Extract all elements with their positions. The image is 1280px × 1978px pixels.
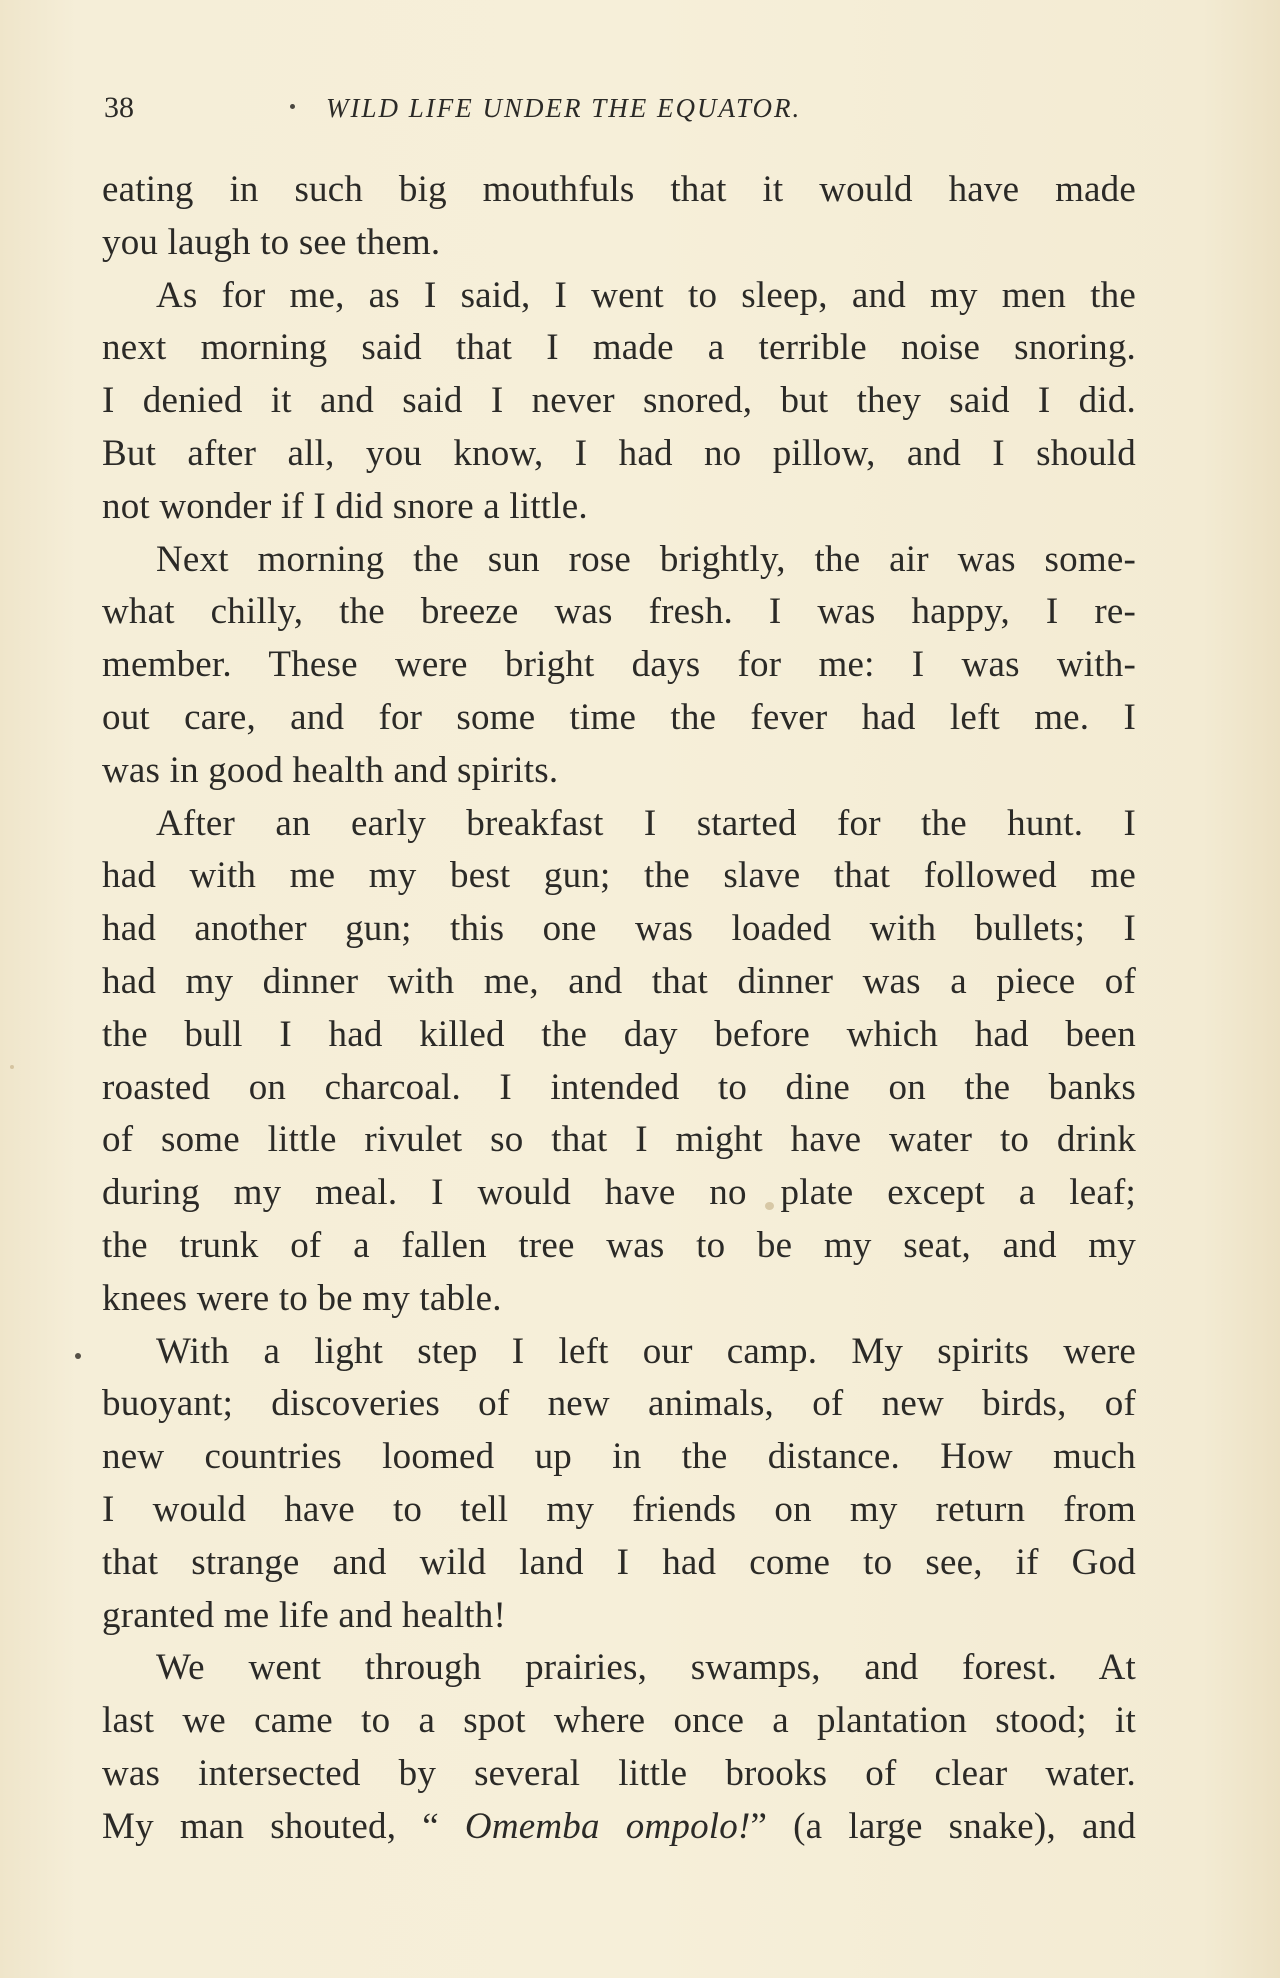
text-line: With a light step I left our camp. My spirits were: [156, 1330, 1136, 1372]
text-line: had with me my best gun; the slave that followed me: [102, 855, 1136, 897]
text-line: But after all, you know, I had no pillow, and I should: [102, 432, 1136, 474]
text-line: knees were to be my table.: [102, 1277, 502, 1319]
text-line: eating in such big mouthfuls that it would have made: [102, 169, 1136, 210]
body-text: [102, 164, 1136, 1854]
text-line: what chilly, the breeze was fresh. I was happy, I re-: [102, 591, 1136, 633]
text-line: Next morning the sun rose brightly, the air was some-: [156, 538, 1136, 580]
text-line: granted me life and health!: [102, 1594, 506, 1636]
italic-phrase: Omemba ompolo!: [464, 1805, 751, 1847]
text-line: had another gun; this one was loaded with bullets; I: [102, 908, 1136, 950]
text-line: of some little rivulet so that I might have water to drink: [102, 1119, 1136, 1161]
text-line: next morning said that I made a terrible noise snoring.: [102, 327, 1136, 369]
ornament-dot: [290, 104, 295, 109]
running-head: [104, 88, 1134, 128]
text-line: was intersected by several little brooks of clear water.: [102, 1752, 1136, 1794]
text-line: you laugh to see them.: [102, 221, 441, 263]
text-line: the trunk of a fallen tree was to be my seat, and my: [102, 1224, 1136, 1266]
paper-speck: [10, 1065, 14, 1069]
text-line: last we came to a spot where once a plantation stood; it: [102, 1700, 1136, 1742]
text-line: new countries loomed up in the distance. How much: [102, 1436, 1136, 1478]
text-line: during my meal. I would have no plate except a leaf;: [102, 1172, 1136, 1214]
text-line: After an early breakfast I started for the hunt. I: [156, 802, 1136, 844]
margin-mark: [75, 1353, 81, 1359]
text-line: was in good health and spirits.: [102, 749, 559, 791]
text-fragment: ” (a large snake), and: [750, 1805, 1136, 1847]
text-line: member. These were bright days for me: I was with-: [102, 644, 1136, 686]
text-line: that strange and wild land I had come to see, if God: [102, 1541, 1136, 1583]
text-line: We went through prairies, swamps, and forest. At: [156, 1647, 1136, 1689]
text-line: I would have to tell my friends on my return from: [102, 1488, 1136, 1530]
text-line: I denied it and said I never snored, but they said I did.: [102, 380, 1136, 422]
text-line: the bull I had killed the day before which had been: [102, 1013, 1136, 1055]
text-fragment: My man shouted, “: [102, 1805, 465, 1847]
text-line: As for me, as I said, I went to sleep, and my men the: [156, 274, 1136, 316]
page-number: 38: [104, 91, 134, 124]
text-line: buoyant; discoveries of new animals, of new birds, of: [102, 1383, 1136, 1425]
text-line: out care, and for some time the fever had left me. I: [102, 696, 1136, 738]
text-line: roasted on charcoal. I intended to dine on the banks: [102, 1066, 1136, 1108]
running-title: WILD LIFE UNDER THE EQUATOR.: [326, 93, 802, 123]
text-line: [102, 1801, 1136, 1854]
text-line: not wonder if I did snore a little.: [102, 485, 588, 527]
text-line: had my dinner with me, and that dinner was a piece of: [102, 960, 1136, 1002]
